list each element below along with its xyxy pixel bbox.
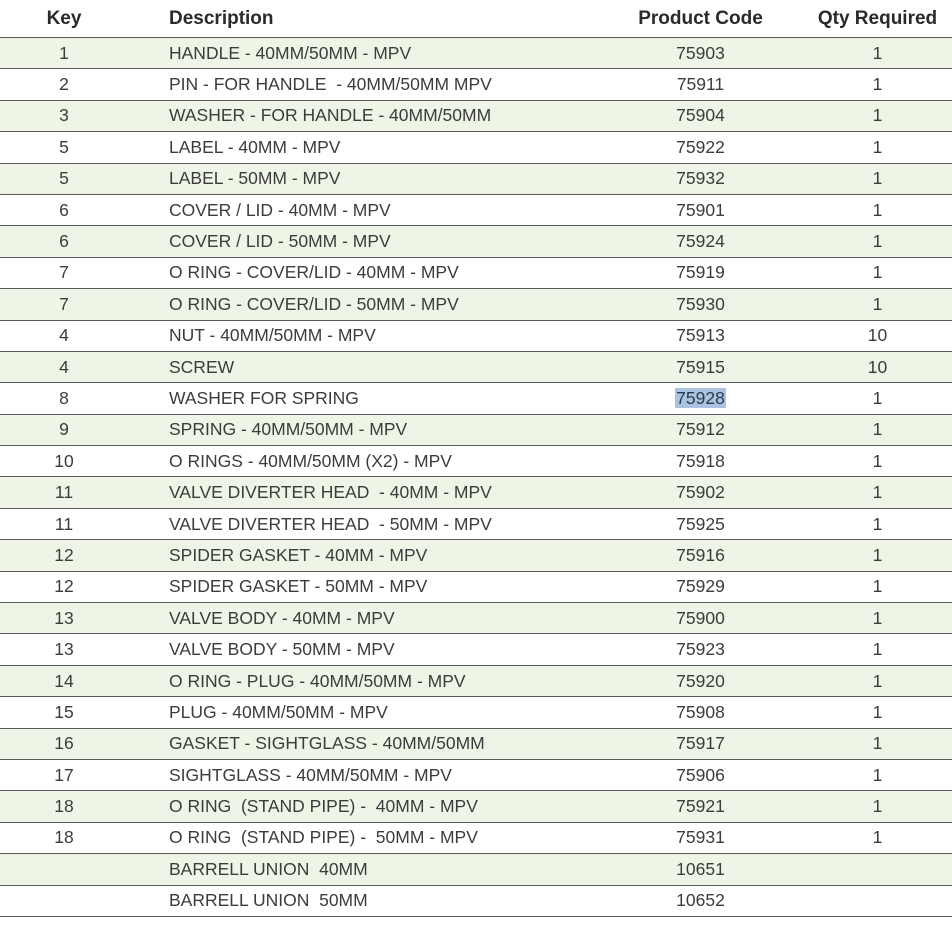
cell-key: 11 <box>54 513 74 534</box>
cell-description: VALVE DIVERTER HEAD - 50MM - MPV <box>169 513 492 534</box>
table-row <box>0 289 952 320</box>
cell-description: LABEL - 50MM - MPV <box>169 168 341 189</box>
table-row <box>0 69 952 100</box>
cell-product-code: 75917 <box>676 733 725 754</box>
cell-key: 11 <box>54 482 74 503</box>
cell-description: VALVE BODY - 40MM - MPV <box>169 607 395 628</box>
selected-text-highlight[interactable]: 75928 <box>676 387 725 408</box>
table-row <box>0 446 952 477</box>
cell-description: VALVE BODY - 50MM - MPV <box>169 639 395 660</box>
cell-qty-required: 1 <box>872 639 883 660</box>
cell-qty-required: 1 <box>872 168 883 189</box>
cell-product-code: 75900 <box>676 607 725 628</box>
cell-key: 13 <box>54 607 74 628</box>
cell-qty-required: 1 <box>872 293 883 314</box>
cell-description: COVER / LID - 50MM - MPV <box>169 231 391 252</box>
cell-key: 14 <box>54 670 74 691</box>
cell-key: 5 <box>59 136 69 157</box>
table-row <box>0 383 952 414</box>
table-row <box>0 226 952 257</box>
cell-product-code: 75930 <box>676 293 725 314</box>
cell-product-code: 10651 <box>676 858 725 879</box>
cell-description: SPIDER GASKET - 40MM - MPV <box>169 544 428 565</box>
cell-description: O RING (STAND PIPE) - 40MM - MPV <box>169 796 478 817</box>
cell-key: 2 <box>59 74 69 95</box>
cell-key: 1 <box>59 42 69 63</box>
cell-product-code: 75929 <box>676 576 725 597</box>
cell-description: O RING - PLUG - 40MM/50MM - MPV <box>169 670 466 691</box>
cell-qty-required: 1 <box>872 827 883 848</box>
header-qty-required: Qty Required <box>817 7 938 29</box>
cell-description: BARRELL UNION 40MM <box>169 858 368 879</box>
cell-qty-required: 1 <box>872 701 883 722</box>
cell-product-code: 75913 <box>676 325 725 346</box>
cell-qty-required: 1 <box>872 419 883 440</box>
cell-key: 9 <box>59 419 69 440</box>
cell-qty-required: 1 <box>872 482 883 503</box>
cell-product-code: 75908 <box>676 701 725 722</box>
cell-qty-required: 1 <box>872 42 883 63</box>
cell-qty-required: 1 <box>872 231 883 252</box>
cell-qty-required: 1 <box>872 576 883 597</box>
cell-description: NUT - 40MM/50MM - MPV <box>169 325 376 346</box>
cell-description: BARRELL UNION 50MM <box>169 890 368 911</box>
cell-description: O RINGS - 40MM/50MM (X2) - MPV <box>169 450 452 471</box>
cell-key: 12 <box>54 576 74 597</box>
cell-qty-required: 1 <box>872 544 883 565</box>
cell-qty-required: 1 <box>872 670 883 691</box>
cell-key: 10 <box>54 450 74 471</box>
cell-qty-required: 1 <box>872 733 883 754</box>
cell-description: LABEL - 40MM - MPV <box>169 136 341 157</box>
table-row <box>0 823 952 854</box>
cell-description: PLUG - 40MM/50MM - MPV <box>169 701 388 722</box>
cell-product-code: 75925 <box>676 513 725 534</box>
cell-key: 6 <box>59 231 69 252</box>
cell-description: GASKET - SIGHTGLASS - 40MM/50MM <box>169 733 485 754</box>
cell-product-code: 75932 <box>676 168 725 189</box>
cell-qty-required: 1 <box>872 796 883 817</box>
cell-qty-required: 1 <box>872 262 883 283</box>
cell-product-code: 75931 <box>676 827 725 848</box>
cell-qty-required: 1 <box>872 607 883 628</box>
table-row <box>0 352 952 383</box>
cell-description: HANDLE - 40MM/50MM - MPV <box>169 42 412 63</box>
cell-product-code: 75923 <box>676 639 725 660</box>
cell-key: 4 <box>59 325 69 346</box>
table-row <box>0 729 952 760</box>
cell-key: 12 <box>54 544 74 565</box>
table-header <box>0 0 952 38</box>
cell-key: 16 <box>54 733 74 754</box>
cell-qty-required: 1 <box>872 105 883 126</box>
header-key: Key <box>46 7 82 29</box>
table-row <box>0 854 952 885</box>
header-product-code: Product Code <box>638 7 763 29</box>
cell-qty-required: 1 <box>872 513 883 534</box>
cell-product-code: 75918 <box>676 450 725 471</box>
table-row <box>0 572 952 603</box>
cell-qty-required: 1 <box>872 199 883 220</box>
cell-qty-required: 1 <box>872 387 883 408</box>
table-row <box>0 634 952 665</box>
cell-product-code: 10652 <box>676 890 725 911</box>
cell-product-code: 75903 <box>676 42 725 63</box>
cell-qty-required: 1 <box>872 450 883 471</box>
cell-key: 8 <box>59 387 69 408</box>
cell-product-code: 75906 <box>676 764 725 785</box>
table-row <box>0 697 952 728</box>
cell-description: SCREW <box>169 356 235 377</box>
cell-description: O RING - COVER/LID - 40MM - MPV <box>169 262 459 283</box>
cell-qty-required: 1 <box>872 74 883 95</box>
cell-product-code: 75911 <box>676 74 725 95</box>
cell-product-code: 75901 <box>676 199 725 220</box>
cell-product-code: 75902 <box>676 482 725 503</box>
cell-product-code: 75916 <box>676 544 725 565</box>
cell-product-code: 75924 <box>676 231 725 252</box>
cell-description: O RING - COVER/LID - 50MM - MPV <box>169 293 459 314</box>
cell-description: PIN - FOR HANDLE - 40MM/50MM MPV <box>169 74 492 95</box>
table-row <box>0 477 952 508</box>
cell-description: SIGHTGLASS - 40MM/50MM - MPV <box>169 764 452 785</box>
cell-key: 17 <box>54 764 74 785</box>
cell-key: 5 <box>59 168 69 189</box>
cell-product-code: 75904 <box>676 105 725 126</box>
cell-product-code: 75919 <box>676 262 725 283</box>
table-body <box>0 38 952 917</box>
cell-product-code <box>598 388 803 409</box>
cell-qty-required: 1 <box>872 136 883 157</box>
cell-description: WASHER - FOR HANDLE - 40MM/50MM <box>169 105 492 126</box>
table-row <box>0 258 952 289</box>
cell-key: 18 <box>54 827 74 848</box>
table-row <box>0 101 952 132</box>
cell-key: 18 <box>54 796 74 817</box>
cell-key: 3 <box>59 105 69 126</box>
cell-product-code: 75920 <box>676 670 725 691</box>
cell-key: 6 <box>59 199 69 220</box>
table-row <box>0 164 952 195</box>
table-row <box>0 38 952 69</box>
cell-qty-required: 10 <box>867 356 888 377</box>
cell-key: 15 <box>54 701 74 722</box>
table-row <box>0 195 952 226</box>
table-row <box>0 132 952 163</box>
cell-description: SPIDER GASKET - 50MM - MPV <box>169 576 428 597</box>
cell-key: 4 <box>59 356 69 377</box>
cell-product-code: 75915 <box>676 356 725 377</box>
table-row <box>0 540 952 571</box>
table-row <box>0 509 952 540</box>
table-row <box>0 321 952 352</box>
cell-key: 7 <box>59 293 69 314</box>
cell-description: O RING (STAND PIPE) - 50MM - MPV <box>169 827 478 848</box>
cell-key: 7 <box>59 262 69 283</box>
table-row <box>0 415 952 446</box>
table-row <box>0 791 952 822</box>
cell-key: 13 <box>54 639 74 660</box>
cell-product-code: 75912 <box>676 419 725 440</box>
cell-description: WASHER FOR SPRING <box>169 387 359 408</box>
cell-description: VALVE DIVERTER HEAD - 40MM - MPV <box>169 482 492 503</box>
cell-description: SPRING - 40MM/50MM - MPV <box>169 419 408 440</box>
header-description: Description <box>169 7 274 29</box>
table-row <box>0 666 952 697</box>
cell-product-code: 75922 <box>676 136 725 157</box>
cell-description: COVER / LID - 40MM - MPV <box>169 199 391 220</box>
cell-qty-required: 1 <box>872 764 883 785</box>
table-row <box>0 760 952 791</box>
table-row <box>0 886 952 917</box>
table-row <box>0 603 952 634</box>
cell-product-code: 75921 <box>676 796 725 817</box>
cell-qty-required: 10 <box>867 325 888 346</box>
